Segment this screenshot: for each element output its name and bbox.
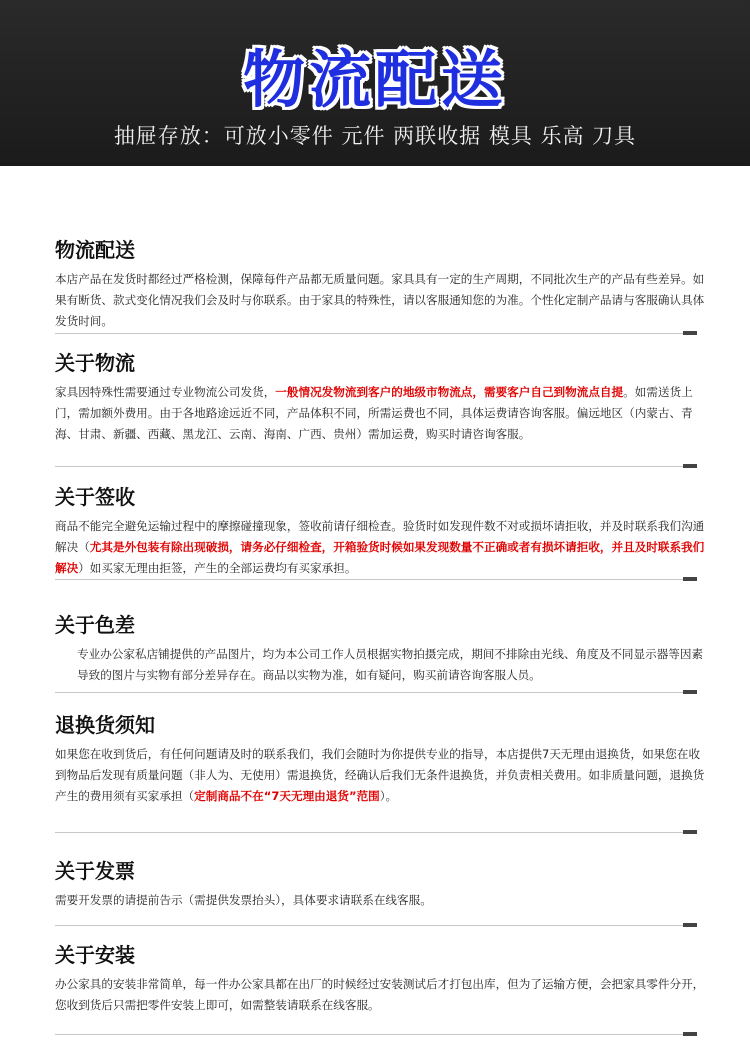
banner-subtitle: 抽屉存放：可放小零件 元件 两联收据 模具 乐高 刀具 — [113, 124, 637, 148]
banner-title: 物流配送 — [242, 43, 507, 116]
section-body: 办公家具的安装非常简单，每一件办公家具都在出厂的时候经过安装测试后才打包出库，但为了运输方便，会把家具零件分开，您收到货后只需把零件安装上即可，如需整装请联系在线客服。 — [55, 977, 705, 1012]
section-body: 需要开发票的请提前告示（需提供发票抬头），具体要求请联系在线客服。 — [55, 893, 432, 907]
section-divider — [55, 832, 697, 833]
section-about-signing — [55, 484, 705, 579]
section-body: 专业办公家私店铺提供的产品图片，均为本公司工作人员根据实物拍摄完成，期间不排除由光线、角度及不同显示器等因素导致的图片与实物有部分差异存在。商品以实物为准，如有疑问，购买前请咨询客服人员。 — [77, 647, 704, 682]
section-title: 关于发票 — [55, 859, 135, 883]
section-invoice — [55, 858, 705, 911]
section-body — [55, 382, 705, 445]
body-text: 如果您在收到货后，有任何问题请及时的联系我们，我们会随时为你提供专业的指导，本店提供7天无理由退换货，如果您在收到物品后发现有质量问题（非人为、无使用）需退换货，经确认后我们无条件退换货，并负责相关费用。如非质量问题，退换货产生的费用须有买家承担（ — [55, 747, 705, 803]
section-title: 物流配送 — [55, 238, 135, 262]
body-text: ）。 — [379, 789, 398, 803]
body-text: ）如买家无理由拒签，产生的全部运费均有买家承担。 — [78, 561, 357, 575]
section-return-exchange — [55, 712, 705, 807]
body-text: 商品不能完全避免运输过程中的摩擦碰撞现象，签收前请仔细检查。验货时如发现件数不对或损坏请拒收，并及时联系我们沟通解决（ — [55, 519, 705, 554]
section-divider — [55, 925, 697, 926]
section-divider — [55, 466, 697, 467]
section-title: 关于签收 — [55, 485, 135, 509]
section-body — [55, 744, 705, 807]
section-divider — [55, 692, 697, 693]
section-divider — [55, 579, 697, 580]
section-title: 退换货须知 — [55, 713, 155, 737]
section-installation — [55, 942, 705, 1016]
highlight-text: 一般情况发物流到客户的地级市物流点，需要客户自己到物流点自提 — [275, 385, 624, 399]
section-about-logistics — [55, 350, 705, 445]
highlight-text: 尤其是外包装有除出现破损，请务必仔细检查，开箱验货时候如果发现数量不正确或者有损坏请拒收，并且及时联系我们解决 — [55, 540, 705, 575]
body-text: 。如需送货上门，需加额外费用。由于各地路途远近不同，产品体积不同，所需运费也不同，具体运费请咨询客服。偏远地区（内蒙古、青海、甘肃、新疆、西藏、黑龙江、云南、海南、广西、贵州）需加运费，购买时请咨询客服。 — [55, 385, 693, 441]
section-title: 关于色差 — [55, 613, 135, 637]
section-title: 关于物流 — [55, 351, 135, 375]
section-body: 本店产品在发货时都经过严格检测，保障每件产品都无质量问题。家具具有一定的生产周期，不同批次生产的产品有些差异。如果有断货、款式变化情况我们会及时与你联系。由于家具的特殊性，请以客服通知您的为准。个性化定制产品请与客服确认具体发货时间。 — [55, 272, 705, 328]
body-text: 家具因特殊性需要通过专业物流公司发货， — [55, 385, 276, 399]
section-title: 关于安装 — [55, 943, 135, 967]
section-body — [55, 516, 705, 579]
highlight-text: 定制商品不在“7天无理由退货”范围 — [194, 789, 380, 803]
section-color-difference — [55, 612, 705, 686]
header-banner — [0, 0, 750, 166]
section-logistics-delivery — [55, 237, 705, 332]
section-divider — [55, 333, 697, 334]
section-divider — [55, 1034, 697, 1035]
